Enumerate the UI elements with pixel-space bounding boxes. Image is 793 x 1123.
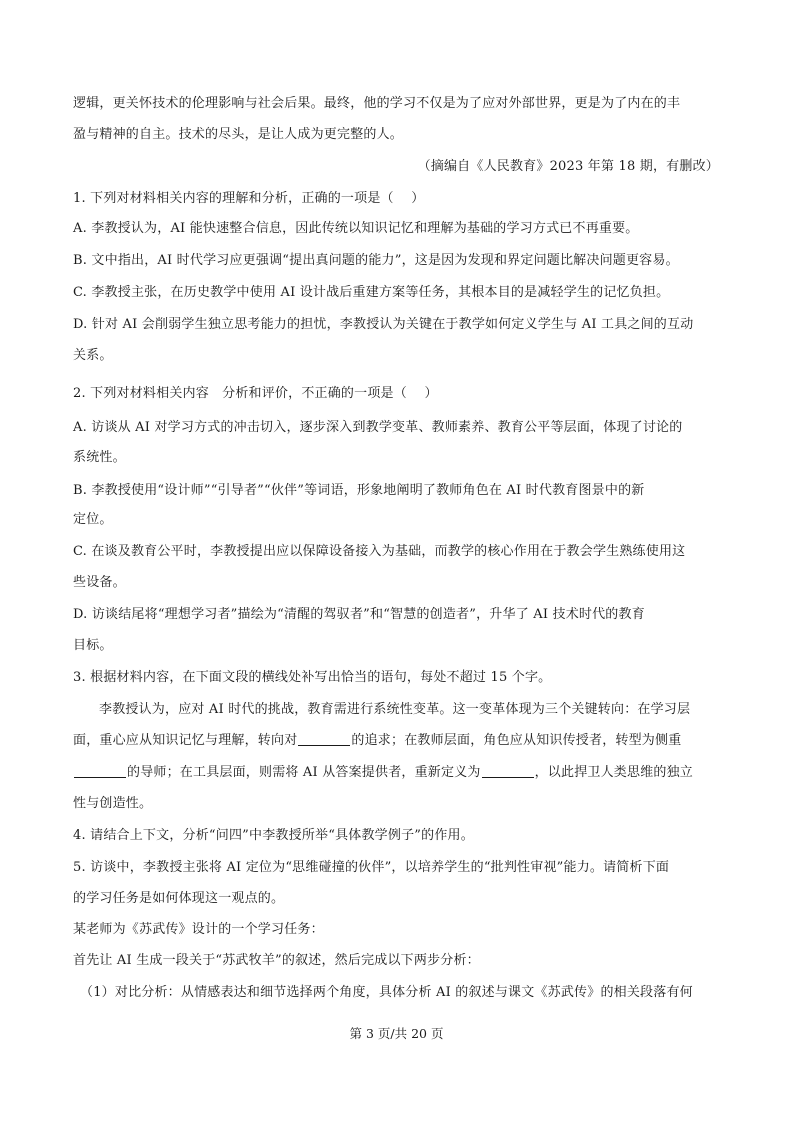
- q5-task-title: 某老师为《苏武传》设计的一个学习任务：: [73, 922, 324, 937]
- q2-option-d-line-1: D. 访谈结尾将“理想学习者”描绘为“清醒的驾驭者”和“智慧的创造者”，升华了 AI 技术时代的教育: [73, 607, 645, 622]
- q5-step-1: （1）对比分析：从情感表达和细节选择两个角度，具体分析 AI 的叙述与课文《苏武传》的相关段落有何: [80, 985, 693, 1000]
- q3-passage-text: 的追求；在教师层面，角色应从知识传授者，转型为侧重: [351, 733, 682, 748]
- q1-option-d-line-2: 关系。: [73, 348, 113, 363]
- q2-option-a-line-1: A. 访谈从 AI 对学习方式的冲击切入，逐步深入到教学变革、教师素养、教育公平等层面，体现了讨论的: [73, 420, 683, 435]
- q1-option-b: B. 文中指出，AI 时代学习应更强调“提出真问题的能力”，这是因为发现和界定问题比解决问题更容易。: [73, 253, 679, 268]
- answer-blank-3[interactable]: [482, 763, 534, 778]
- q3-passage-line-3: [73, 763, 723, 783]
- q3-passage-text: 面，重心应从知识记忆与理解，转向对: [73, 733, 298, 748]
- page-footer: 第 3 页/共 20 页: [349, 1026, 444, 1041]
- q2-stem: 2. 下列对材料相关内容 分析和评价，不正确的一项是（ ）: [73, 386, 438, 401]
- q1-option-a: A. 李教授认为，AI 能快速整合信息，因此传统以知识记忆和理解为基础的学习方式已不再重要。: [73, 221, 639, 236]
- q2-option-c-line-1: C. 在谈及教育公平时，李教授提出应以保障设备接入为基础，而教学的核心作用在于教会学生熟练使用这: [73, 544, 686, 559]
- q2-option-d-line-2: 目标。: [73, 638, 113, 653]
- q2-option-b-line-1: B. 李教授使用“设计师”“引导者”“伙伴”等词语，形象地阐明了教师角色在 AI 时代教育图景中的新: [73, 483, 645, 498]
- q2-option-c-line-2: 些设备。: [73, 575, 126, 590]
- q1-option-d-line-1: D. 针对 AI 会削弱学生独立思考能力的担忧，李教授认为关键在于教学如何定义学生与 AI 工具之间的互动: [73, 317, 694, 332]
- q3-passage-line-4: 性与创造性。: [73, 796, 153, 811]
- q5-stem-line-1: 5. 访谈中，李教授主张将 AI 定位为“思维碰撞的伙伴”，以培养学生的“批判性审视”能力。请简析下面: [73, 860, 670, 875]
- q4-stem: 4. 请结合上下文，分析“问四”中李教授所举“具体教学例子”的作用。: [73, 828, 474, 843]
- q1-stem: 1. 下列对材料相关内容的理解和分析，正确的一项是（ ）: [73, 191, 425, 206]
- source-citation: （摘编自《人民教育》2023 年第 18 期，有删改）: [417, 159, 719, 174]
- q2-option-b-line-2: 定位。: [73, 512, 113, 527]
- intro-line-1: 逻辑，更关怀技术的伦理影响与社会后果。最终，他的学习不仅是为了应对外部世界，更是为了内在的丰: [73, 96, 681, 111]
- q5-task-intro: 首先让 AI 生成一段关于“苏武牧羊”的叙述，然后完成以下两步分析：: [73, 953, 480, 968]
- q2-option-a-line-2: 系统性。: [73, 450, 126, 465]
- q3-passage-text: 的导师；在工具层面，则需将 AI 从答案提供者，重新定义为: [127, 765, 481, 780]
- q3-passage-line-2: [73, 731, 723, 751]
- q5-stem-line-2: 的学习任务是如何体现这一观点的。: [73, 891, 285, 906]
- q3-passage-text: ，以此捍卫人类思维的独立: [534, 765, 693, 780]
- q3-passage-line-1: 李教授认为，应对 AI 时代的挑战，教育需进行系统性变革。这一变革体现为三个关键转向：在学习层: [99, 702, 691, 717]
- answer-blank-1[interactable]: [298, 731, 350, 746]
- q3-stem: 3. 根据材料内容，在下面文段的横线处补写出恰当的语句，每处不超过 15 个字。: [73, 670, 552, 685]
- answer-blank-2[interactable]: [74, 763, 126, 778]
- intro-line-2: 盈与精神的自主。技术的尽头，是让人成为更完整的人。: [73, 127, 404, 142]
- q1-option-c: C. 李教授主张，在历史教学中使用 AI 设计战后重建方案等任务，其根本目的是减轻学生的记忆负担。: [73, 285, 670, 300]
